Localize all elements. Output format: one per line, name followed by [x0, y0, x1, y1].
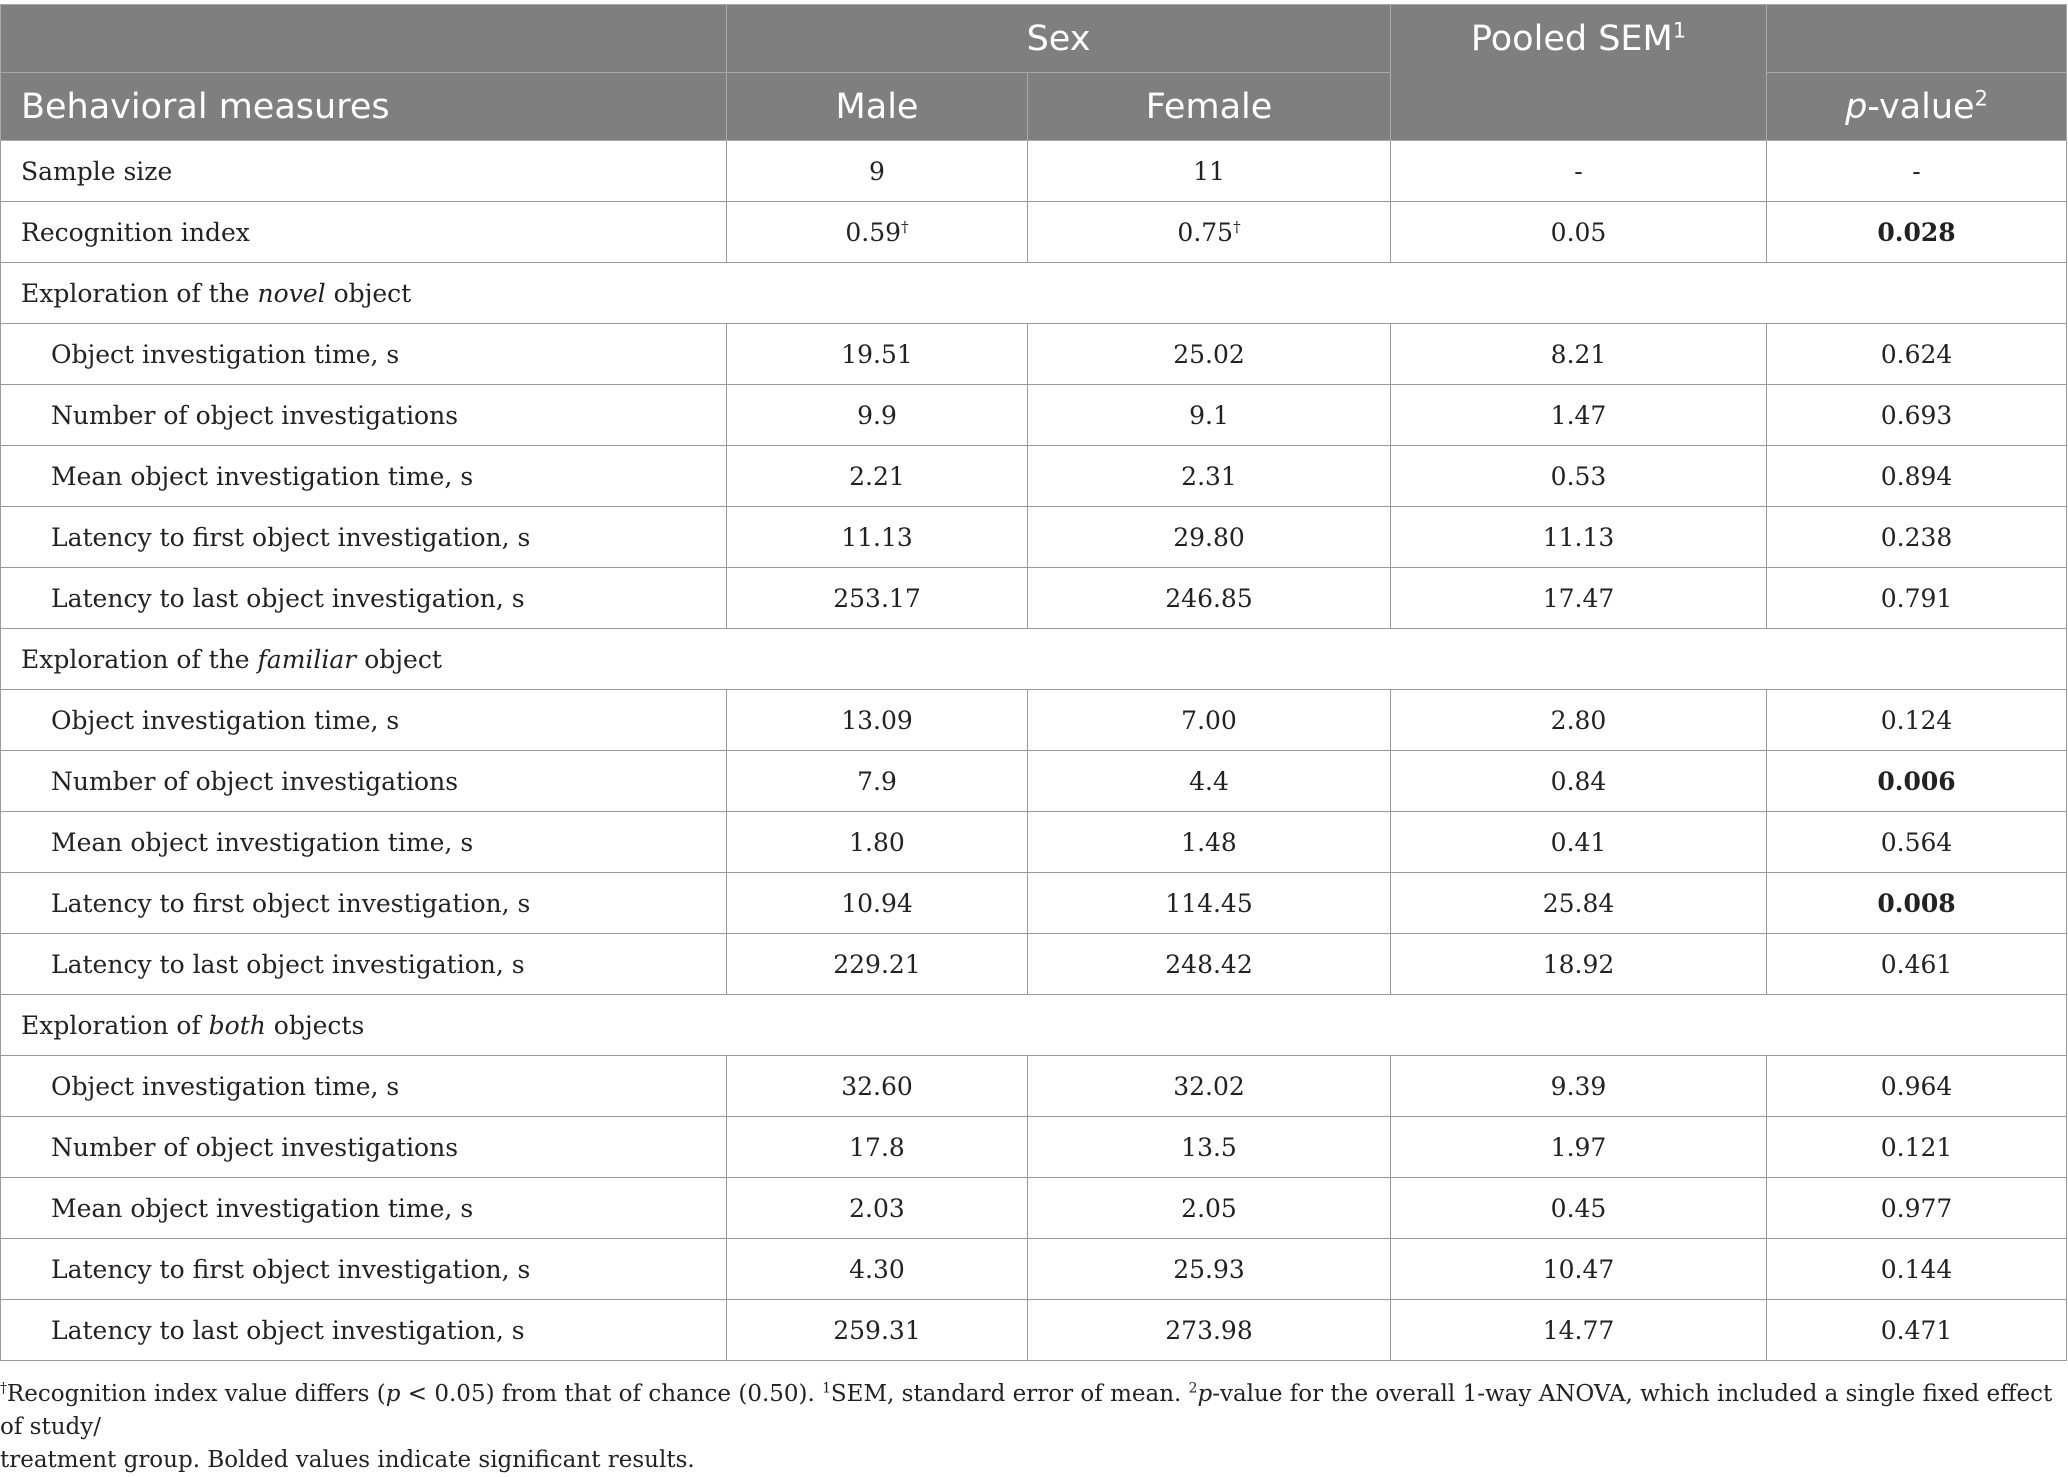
cell-sem: 8.21 [1391, 324, 1767, 385]
table-body [1, 141, 2067, 1361]
table-row [1, 873, 2067, 934]
cell-female: 248.42 [1028, 934, 1391, 995]
cell-female: 2.05 [1028, 1178, 1391, 1239]
cell-female: 9.1 [1028, 385, 1391, 446]
row-label: Latency to last object investigation, s [1, 1300, 727, 1361]
header-male: Male [727, 73, 1028, 141]
table-row [1, 751, 2067, 812]
section-label: Exploration of the novel object [1, 263, 2067, 324]
footnote-line-1: †Recognition index value differs (p < 0.05) from that of chance (0.50). $^1$SEM, standard error of mean. $^2$p-value for the overall 1-way ANOVA, which included a single fixed effect of study/ [0, 1380, 2053, 1440]
results-table [0, 4, 2067, 1361]
cell-sem: 11.13 [1391, 507, 1767, 568]
table-row [1, 141, 2067, 202]
row-label: Latency to first object investigation, s [1, 1239, 727, 1300]
cell-male: 11.13 [727, 507, 1028, 568]
row-label: Latency to last object investigation, s [1, 568, 727, 629]
cell-sem: 2.80 [1391, 690, 1767, 751]
section-label: Exploration of the familiar object [1, 629, 2067, 690]
cell-male: 9 [727, 141, 1028, 202]
cell-female: 114.45 [1028, 873, 1391, 934]
table-row [1, 1178, 2067, 1239]
cell-p: 0.564 [1767, 812, 2067, 873]
cell-sem: 25.84 [1391, 873, 1767, 934]
cell-female: 29.80 [1028, 507, 1391, 568]
cell-sem: 0.05 [1391, 202, 1767, 263]
cell-sem: 18.92 [1391, 934, 1767, 995]
table-row [1, 507, 2067, 568]
section-row-novel [1, 263, 2067, 324]
cell-p: 0.124 [1767, 690, 2067, 751]
cell-p: 0.964 [1767, 1056, 2067, 1117]
cell-sem: 0.53 [1391, 446, 1767, 507]
row-label: Object investigation time, s [1, 324, 727, 385]
cell-male: 7.9 [727, 751, 1028, 812]
header-blank-2 [1767, 5, 2067, 73]
cell-male: 0.59† [727, 202, 1028, 263]
cell-male: 19.51 [727, 324, 1028, 385]
table-row [1, 1117, 2067, 1178]
table-row [1, 568, 2067, 629]
cell-sem: - [1391, 141, 1767, 202]
cell-sem: 0.84 [1391, 751, 1767, 812]
row-label: Recognition index [1, 202, 727, 263]
cell-female: 25.02 [1028, 324, 1391, 385]
header-p-value: p-value$^2$ [1767, 73, 2067, 141]
table-row [1, 1300, 2067, 1361]
section-label: Exploration of both objects [1, 995, 2067, 1056]
cell-p: 0.471 [1767, 1300, 2067, 1361]
header-blank [1, 5, 727, 73]
header-female: Female [1028, 73, 1391, 141]
cell-male: 4.30 [727, 1239, 1028, 1300]
cell-p: 0.028 [1767, 202, 2067, 263]
cell-male: 259.31 [727, 1300, 1028, 1361]
table-row [1, 446, 2067, 507]
cell-sem: 0.41 [1391, 812, 1767, 873]
cell-male: 2.21 [727, 446, 1028, 507]
section-row-both [1, 995, 2067, 1056]
cell-p: 0.624 [1767, 324, 2067, 385]
row-label: Mean object investigation time, s [1, 446, 727, 507]
cell-male: 253.17 [727, 568, 1028, 629]
table-row [1, 690, 2067, 751]
cell-p: 0.121 [1767, 1117, 2067, 1178]
table-row [1, 385, 2067, 446]
cell-male: 17.8 [727, 1117, 1028, 1178]
cell-sem: 14.77 [1391, 1300, 1767, 1361]
cell-p: 0.006 [1767, 751, 2067, 812]
section-row-familiar [1, 629, 2067, 690]
cell-p: 0.461 [1767, 934, 2067, 995]
cell-sem: 10.47 [1391, 1239, 1767, 1300]
table-row [1, 1239, 2067, 1300]
row-label: Number of object investigations [1, 751, 727, 812]
row-label: Mean object investigation time, s [1, 1178, 727, 1239]
row-label: Object investigation time, s [1, 1056, 727, 1117]
header-behavioral-measures: Behavioral measures [1, 73, 727, 141]
table-row [1, 812, 2067, 873]
header-pooled-sem: Pooled SEM$^1$ [1391, 5, 1767, 141]
header-sex: Sex [727, 5, 1391, 73]
cell-sem: 9.39 [1391, 1056, 1767, 1117]
cell-p: 0.977 [1767, 1178, 2067, 1239]
cell-female: 13.5 [1028, 1117, 1391, 1178]
row-label: Latency to first object investigation, s [1, 507, 727, 568]
cell-female: 1.48 [1028, 812, 1391, 873]
cell-male: 13.09 [727, 690, 1028, 751]
cell-female: 2.31 [1028, 446, 1391, 507]
cell-sem: 1.47 [1391, 385, 1767, 446]
table-footnote [0, 1378, 2060, 1477]
cell-p: 0.791 [1767, 568, 2067, 629]
row-label: Latency to first object investigation, s [1, 873, 727, 934]
row-label: Sample size [1, 141, 727, 202]
cell-p: 0.894 [1767, 446, 2067, 507]
table-header [1, 5, 2067, 141]
cell-male: 9.9 [727, 385, 1028, 446]
table-row [1, 324, 2067, 385]
cell-female: 0.75† [1028, 202, 1391, 263]
cell-p: 0.238 [1767, 507, 2067, 568]
cell-female: 25.93 [1028, 1239, 1391, 1300]
row-label: Number of object investigations [1, 385, 727, 446]
cell-female: 246.85 [1028, 568, 1391, 629]
row-label: Latency to last object investigation, s [1, 934, 727, 995]
cell-p: 0.693 [1767, 385, 2067, 446]
cell-p: 0.008 [1767, 873, 2067, 934]
cell-sem: 0.45 [1391, 1178, 1767, 1239]
cell-sem: 1.97 [1391, 1117, 1767, 1178]
table-row [1, 1056, 2067, 1117]
row-label: Object investigation time, s [1, 690, 727, 751]
table-row [1, 202, 2067, 263]
cell-female: 4.4 [1028, 751, 1391, 812]
cell-male: 32.60 [727, 1056, 1028, 1117]
row-label: Mean object investigation time, s [1, 812, 727, 873]
cell-female: 273.98 [1028, 1300, 1391, 1361]
footnote-line-2: treatment group. Bolded values indicate significant results. [0, 1447, 695, 1473]
table-row [1, 934, 2067, 995]
cell-female: 32.02 [1028, 1056, 1391, 1117]
cell-male: 2.03 [727, 1178, 1028, 1239]
cell-male: 10.94 [727, 873, 1028, 934]
cell-male: 229.21 [727, 934, 1028, 995]
cell-female: 11 [1028, 141, 1391, 202]
cell-p: 0.144 [1767, 1239, 2067, 1300]
cell-male: 1.80 [727, 812, 1028, 873]
cell-sem: 17.47 [1391, 568, 1767, 629]
cell-female: 7.00 [1028, 690, 1391, 751]
cell-p: - [1767, 141, 2067, 202]
row-label: Number of object investigations [1, 1117, 727, 1178]
